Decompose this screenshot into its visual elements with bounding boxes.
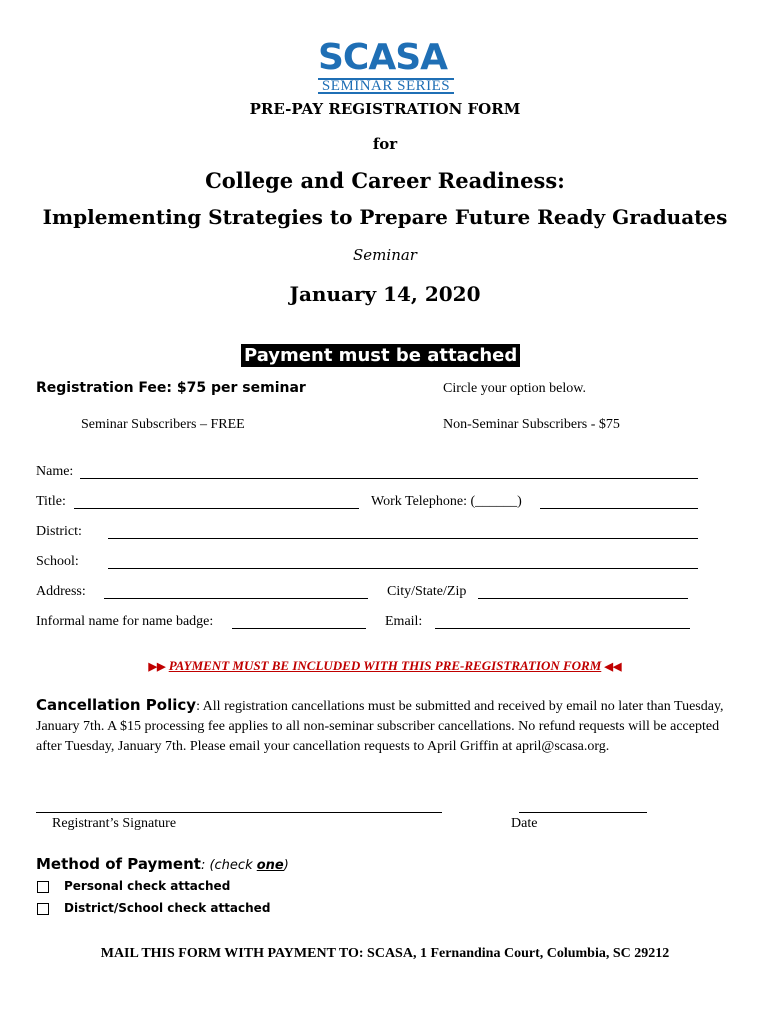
address-field[interactable]	[104, 598, 368, 599]
payment-method-instruction-suffix: )	[283, 858, 289, 873]
email-label: Email:	[385, 614, 423, 629]
arrow-right-icon: ▶▶	[148, 661, 166, 673]
title-field[interactable]	[74, 508, 359, 509]
arrow-left-icon: ◀◀	[604, 661, 622, 673]
district-check-checkbox[interactable]	[37, 903, 49, 915]
option-seminar-subscribers[interactable]: Seminar Subscribers – FREE	[81, 417, 245, 432]
for-text: for	[372, 135, 398, 153]
payment-method-instruction-emphasis: one	[256, 858, 284, 873]
cancellation-policy	[36, 695, 726, 757]
name-label: Name:	[36, 464, 74, 479]
logo-subtitle: SEMINAR SERIES	[321, 78, 451, 94]
personal-check-label: Personal check attached	[64, 879, 231, 893]
badge-name-field[interactable]	[232, 628, 366, 629]
seminar-title-line1: College and Career Readiness:	[205, 168, 565, 193]
payment-method-title: Method of Payment	[36, 855, 201, 873]
email-field[interactable]	[435, 628, 690, 629]
payment-notice-text: PAYMENT MUST BE INCLUDED WITH THIS PRE-REGISTRATION FORM	[168, 658, 602, 673]
signature-label: Registrant’s Signature	[52, 816, 177, 831]
seminar-title-line2: Implementing Strategies to Prepare Future Ready Graduates	[42, 205, 728, 229]
signature-field[interactable]	[36, 812, 442, 813]
work-telephone-label: Work Telephone: (______)	[371, 494, 522, 509]
personal-check-checkbox[interactable]	[37, 881, 49, 893]
payment-banner: Payment must be attached	[241, 344, 520, 367]
district-field[interactable]	[108, 538, 698, 539]
cancellation-heading: Cancellation Policy	[36, 696, 197, 714]
name-field[interactable]	[80, 478, 698, 479]
title-label: Title:	[36, 494, 66, 509]
school-label: School:	[36, 554, 79, 569]
badge-name-label: Informal name for name badge:	[36, 614, 214, 629]
payment-method-instruction-prefix: : (check	[200, 858, 257, 873]
scasa-logo	[318, 38, 454, 96]
event-date: January 14, 2020	[289, 282, 481, 306]
work-telephone-field[interactable]	[540, 508, 698, 509]
address-label: Address:	[36, 584, 86, 599]
seminar-label: Seminar	[353, 246, 417, 264]
registration-fee: Registration Fee: $75 per seminar	[36, 380, 306, 396]
city-state-zip-label: City/State/Zip	[387, 584, 467, 599]
cancellation-body: : All registration cancellations must be submitted and received by email no later than Tuesday, January 7th. A $15 processing fee applies to all non-seminar subscriber cancellations. No refund requests will be accepted after Tuesday, January 7th. Please email your cancellation requests to April Griffin at april@scasa.org.	[36, 699, 724, 754]
school-field[interactable]	[108, 568, 698, 569]
logo-wordmark: SCASA	[318, 37, 447, 78]
city-state-zip-field[interactable]	[478, 598, 688, 599]
date-label: Date	[511, 816, 538, 831]
district-check-label: District/School check attached	[64, 901, 271, 915]
form-heading: PRE-PAY REGISTRATION FORM	[249, 100, 521, 118]
circle-instruction: Circle your option below.	[443, 381, 586, 396]
payment-notice	[0, 658, 770, 674]
payment-method-heading	[36, 855, 289, 873]
district-label: District:	[36, 524, 82, 539]
mail-instructions: MAIL THIS FORM WITH PAYMENT TO: SCASA, 1 Fernandina Court, Columbia, SC 29212	[100, 946, 670, 961]
date-field[interactable]	[519, 812, 647, 813]
option-non-seminar-subscribers[interactable]: Non-Seminar Subscribers - $75	[443, 417, 620, 432]
